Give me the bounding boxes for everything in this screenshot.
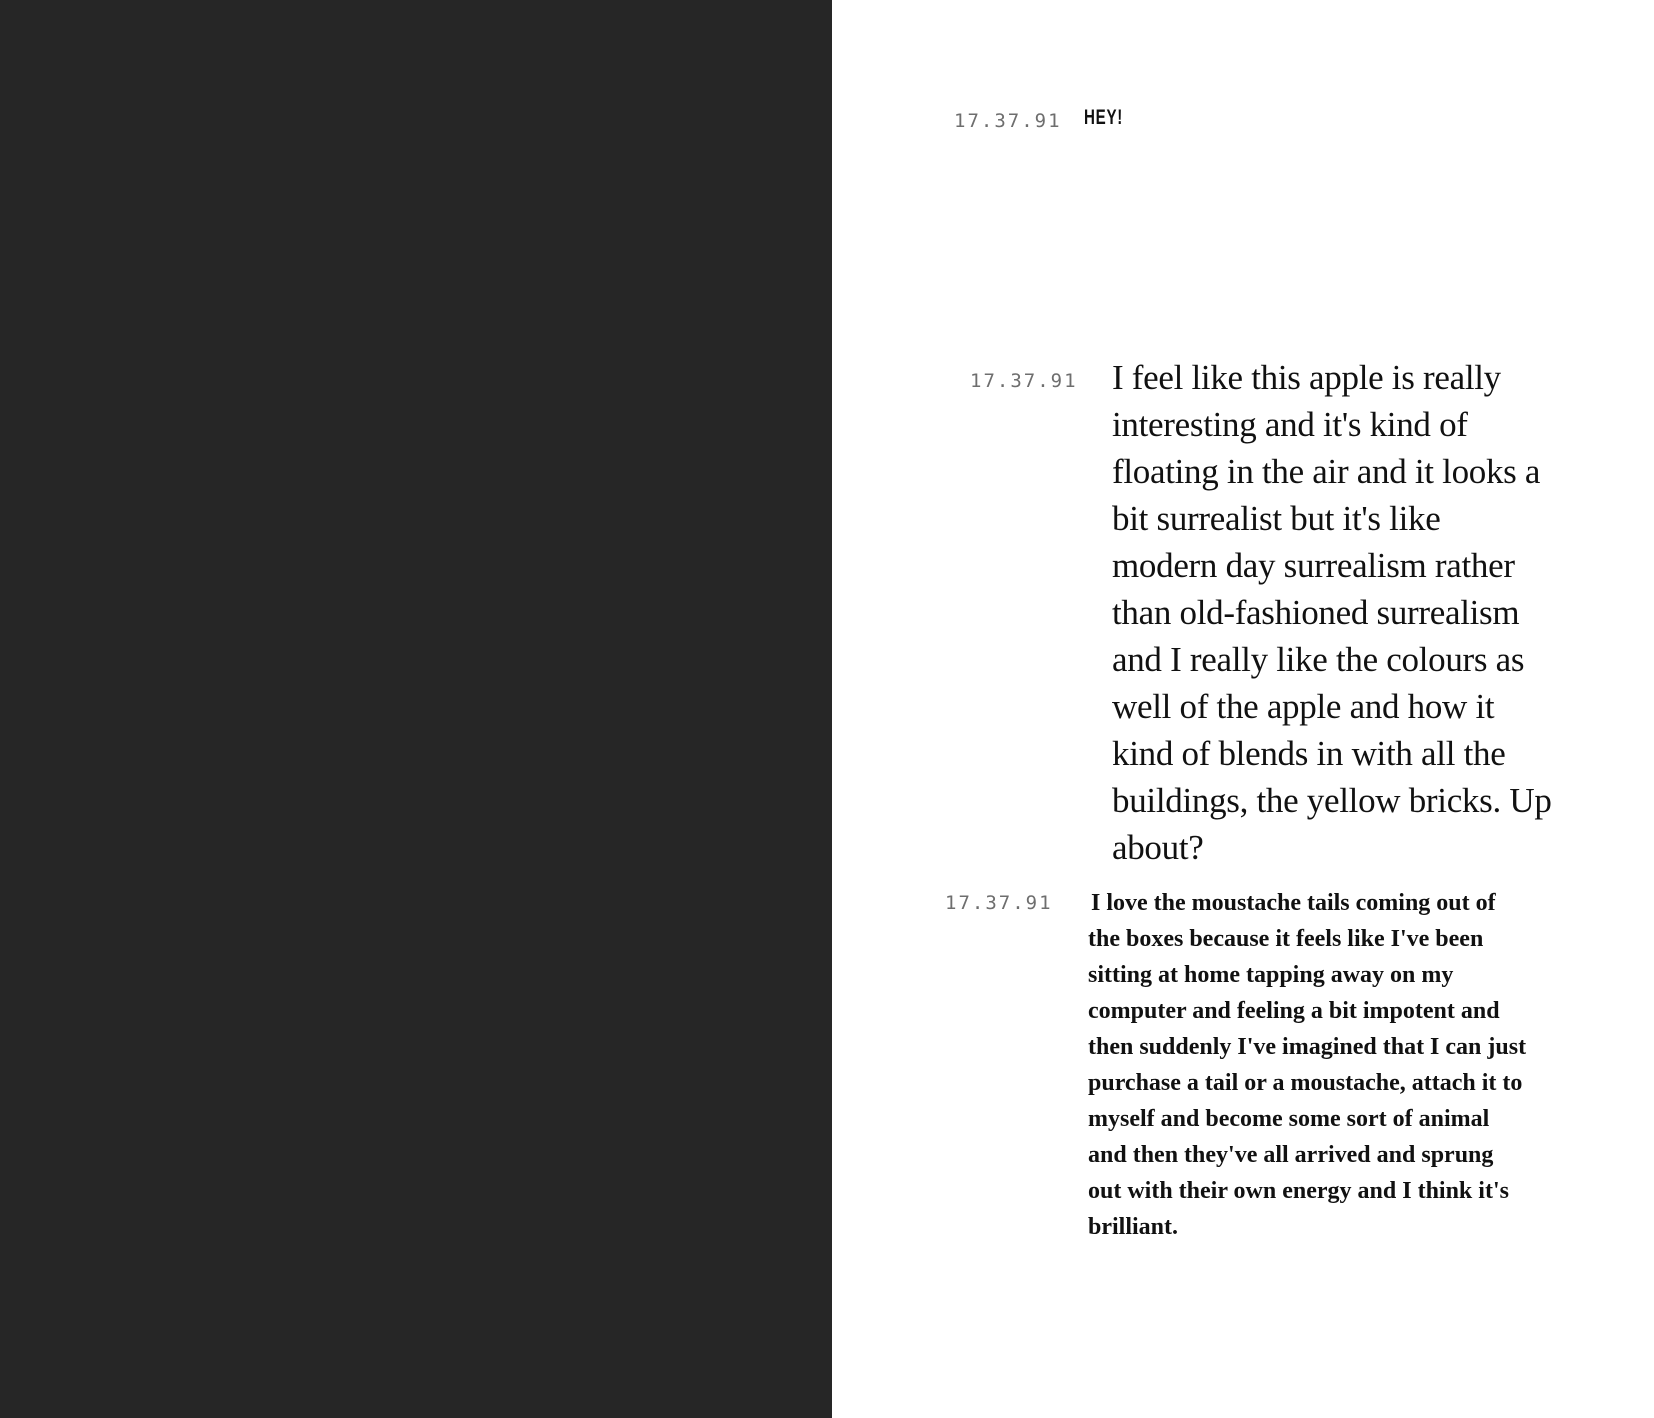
entry-message: I love the moustache tails coming out of the boxes because it feels like I've been sitting at home tapping away on my computer and feeling a bit impotent and then suddenly I've imagined that I can just purchase a tail or a moustache, attach it to myself and become some sort of animal and then they've all arrived and sprung out with their own energy and I think it's brilliant. [1088, 890, 1527, 1240]
entry-timestamp: 17.37.91 [945, 892, 1053, 914]
entry-timestamp: 17.37.91 [954, 110, 1062, 132]
right-page [832, 0, 1654, 1418]
entry-message: I feel like this apple is really interesting and it's kind of floating in the air and it looks a bit surrealist but it's like modern day surrealism rather than old-fashioned surrealism and I really like the colours as well of the apple and how it kind of blends in with all the buildings, the yellow bricks. Up about? [1112, 358, 1552, 867]
entry-timestamp: 17.37.91 [970, 370, 1078, 392]
entry-message: HEY! [1084, 106, 1124, 129]
